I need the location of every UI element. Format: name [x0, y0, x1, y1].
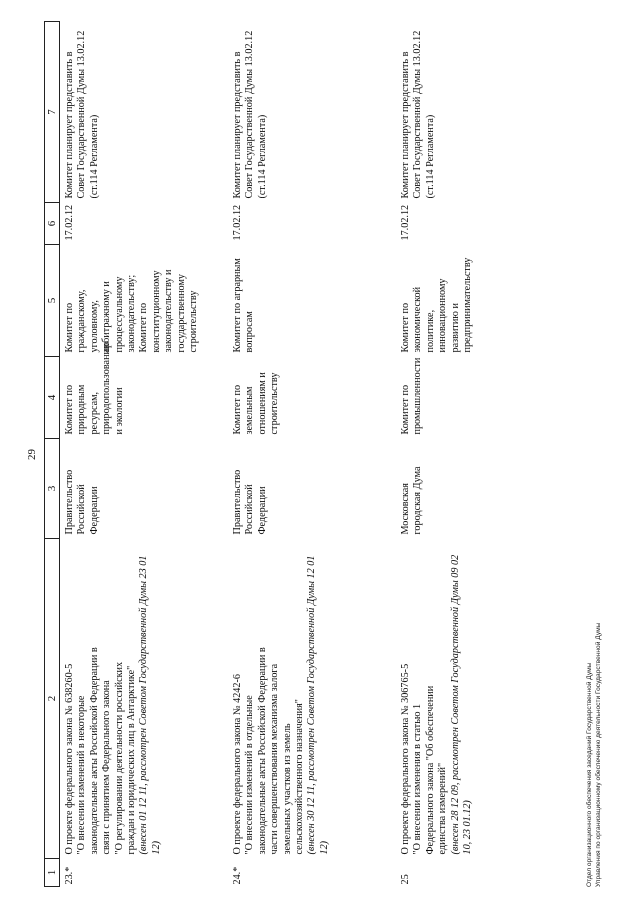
row-number: 25 [400, 874, 411, 885]
co-committees: Комитет по гражданскому, уголовному, арбитражному и процессуальному законодательству; Комитет по конституционному законодательству и государственному строительству [64, 269, 200, 353]
page-number: 29 [26, 449, 38, 460]
column-header: 7 [45, 22, 60, 203]
rotated-document-page [18, 22, 618, 887]
column-number-header [45, 22, 60, 887]
co-committees: Комитет по экономической политике, инновационному развитию и предпринимательству [400, 257, 474, 353]
responsible-committee: Комитет по промышленности [400, 357, 424, 435]
plan-note: Комитет планирует представить в Совет Государственной Думы 13.02.12 (ст.114 Регламента) [400, 30, 436, 199]
review-date: 17.02.12 [232, 204, 243, 241]
review-date: 17.02.12 [400, 204, 411, 241]
review-date: 17.02.12 [64, 204, 75, 241]
title-line: О проекте федерального закона № 638260-5 [64, 663, 75, 855]
table-row [396, 22, 564, 887]
title-line: О проекте федерального закона № 4242-6 [232, 674, 243, 855]
bill-note: (внесен 30 12 11, рассмотрен Советом Государственной Думы 12 01 12) [306, 555, 330, 855]
plan-note: Комитет планирует представить в Совет Государственной Думы 13.02.12 (ст.114 Регламента) [232, 30, 268, 199]
title-line: Федерального закона "Об обеспечении [424, 685, 436, 855]
table-row [228, 22, 396, 887]
bill-author: Московская городская Дума [400, 466, 424, 535]
title-line: части совершенствования механизма залога [269, 663, 281, 855]
title-line: "О внесении изменения в статью 1 [412, 703, 424, 855]
column-header: 4 [45, 357, 60, 439]
responsible-committee: Комитет по земельным отношениям и строительству [232, 372, 281, 435]
title-line: "О регулировании деятельности российских [113, 661, 125, 855]
footer-line: Отдел организационного обеспечения заседаний Государственной Думы [586, 662, 593, 887]
title-line: единства измерений" [437, 762, 449, 855]
table-row [60, 22, 229, 887]
column-header: 2 [45, 539, 60, 859]
bill-note: (внесен 28 12 09, рассмотрен Советом Государственной Думы 09 02 10, 23 01.12) [449, 554, 474, 855]
bill-title [228, 539, 396, 859]
title-line: связи с принятием Федерального закона [101, 680, 113, 855]
bill-title [60, 539, 229, 859]
footer-line: Управления по организационному обеспечению деятельности Государственной Думы [594, 622, 602, 887]
bill-note: (внесен 01 12 11, рассмотрен Советом Государственной Думы 23 01 12) [138, 555, 162, 855]
column-header: 6 [45, 203, 60, 245]
agenda-table [44, 21, 564, 887]
row-number: 24.* [232, 866, 243, 885]
column-header: 5 [45, 245, 60, 357]
responsible-committee: Комитет по природным ресурсам, природопользованию и экологии [64, 341, 125, 435]
title-line: "О внесении изменений в некоторые [76, 695, 88, 855]
bill-title [396, 539, 564, 859]
title-line: законодательные акты Российской Федерации в [256, 647, 268, 855]
bill-author: Правительство Российской Федерации [64, 469, 100, 535]
column-header: 3 [45, 439, 60, 539]
column-header: 1 [45, 859, 60, 887]
title-line: О проекте федерального закона № 306765-5 [400, 663, 411, 855]
title-line: сельскохозяйственного назначения" [294, 699, 306, 855]
bill-author: Правительство Российской Федерации [232, 469, 268, 535]
title-line: законодательные акты Российской Федерации в [88, 647, 100, 855]
title-line: граждан и юридических лиц в Антарктике" [126, 665, 138, 855]
co-committees: Комитет по аграрным вопросам [232, 258, 256, 353]
page-footer [586, 623, 603, 887]
title-line: земельных участков из земель [281, 723, 293, 855]
title-line: "О внесении изменений в отдельные [244, 695, 256, 855]
plan-note: Комитет планирует представить в Совет Государственной Думы 13.02.12 (ст.114 Регламента) [64, 30, 100, 199]
row-number: 23.* [64, 866, 75, 885]
